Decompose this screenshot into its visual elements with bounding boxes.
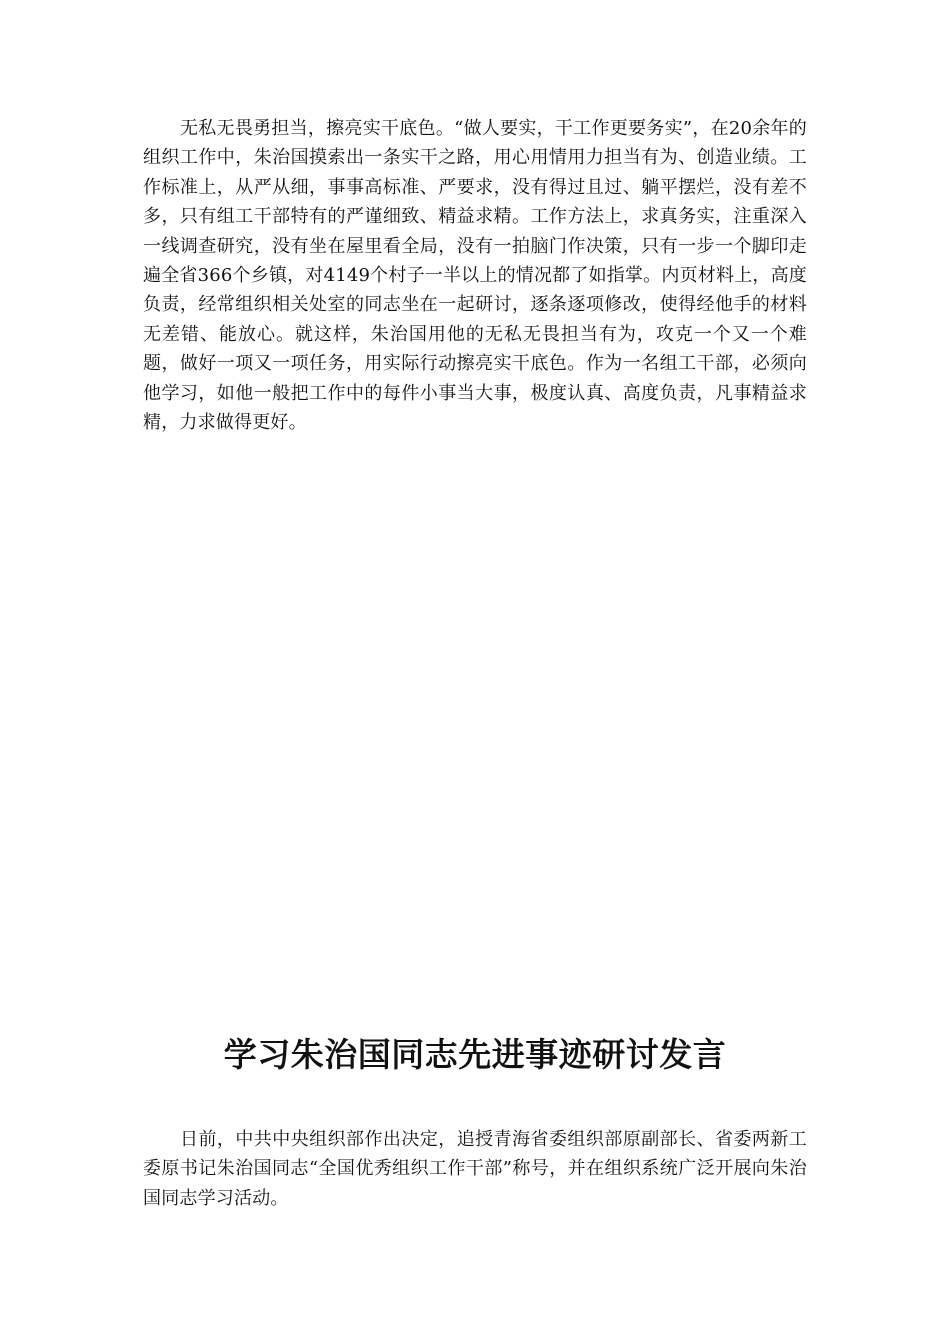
page-title: 学习朱治国同志先进事迹研讨发言	[223, 1035, 727, 1074]
body-paragraph: 无私无畏勇担当，擦亮实干底色。“做人要实，干工作更要务实”，在20余年的组织工作中，朱治国摸索出一条实干之路，用心用情用力担当有为、创造业绩。工作标准上，从严从细，事事高标准、严要求，没有得过且过、躺平摆烂，没有差不多，只有组工干部特有的严谨细致、精益求精。工作方法上，求真务实，注重深入一线调查研究，没有坐在屋里看全局，没有一拍脑门作决策，只有一步一个脚印走遍全省366个乡镇，对4149个村子一半以上的情况都了如指掌。内页材料上，高度负责，经常组织相关处室的同志坐在一起研讨，逐条逐项修改，使得经他手的材料无差错、能放心。就这样，朱治国用他的无私无畏担当有为，攻克一个又一个难题，做好一项又一项任务，用实际行动擦亮实干底色。作为一名组工干部，必须向他学习，如他一般把工作中的每件小事当大事，极度认真、高度负责，凡事精益求精，力求做得更好。	[143, 118, 807, 434]
intro-paragraph: 日前，中共中央组织部作出决定，追授青海省委组织部原副部长、省委两新工委原书记朱治国同志“全国优秀组织工作干部”称号，并在组织系统广泛开展向朱治国同志学习活动。	[143, 1129, 807, 1209]
